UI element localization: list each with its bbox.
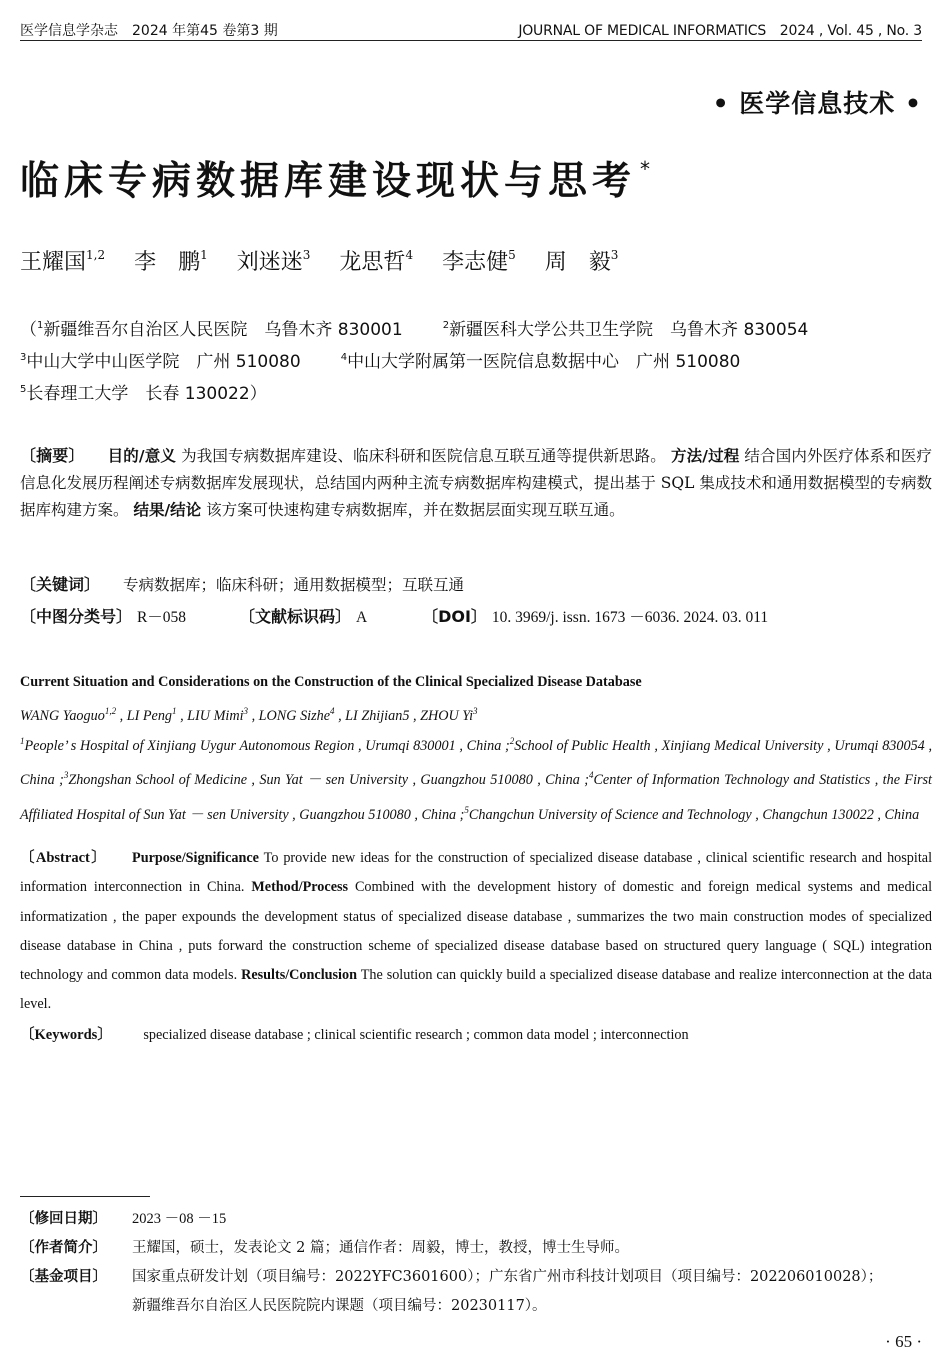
footnote-fund: 〔基金项目〕 国家重点研发计划（项目编号：2022YFC3601600）；广东省广州市科技计划项目（项目编号：202206010028）； xyxy=(20,1269,883,1285)
abstract-label: 〔摘要〕 xyxy=(20,446,85,465)
page-number: · 65 · xyxy=(885,1332,922,1351)
journal-name-cn: 医学信息学杂志 2024 年第45 卷第3 期 xyxy=(20,23,278,39)
footnote-fund-continued: 新疆维吾尔自治区人民医院院内课题（项目编号：20230117）。 xyxy=(132,1298,547,1314)
clc-value: R－058 xyxy=(136,609,187,626)
purpose-heading-en: Purpose/Significance xyxy=(132,850,259,866)
clc-label: 〔中图分类号〕 xyxy=(20,607,133,626)
keywords-label: 〔关键词〕 xyxy=(20,575,101,594)
purpose-text-en: To provide new ideas for the construction of specialized disease database , clinical scientific research and hospital information interconnection in China. xyxy=(20,850,933,896)
author: 李 鹏$^1$ xyxy=(134,248,208,275)
abstract-label-en: 〔Abstract〕 xyxy=(20,850,108,866)
english-title: Current Situation and Considerations on the Construction of the Clinical Specialized Disease Database xyxy=(20,674,642,690)
classification-line xyxy=(20,603,932,631)
english-affiliations: $^1$People’ s Hospital of Xinjiang Uygur Autonomous Region , Urumqi 830001 , China ;$^2$School of Public Health , Xinjiang Medical University , Urumqi 830054 , China ;$^3$Zhongshan School of Medicine , Sun Yat － sen University , Guangzhou 510080 , China ;$^4$Center of Information Technology and Statistics , the First Affiliated Hospital of Sun Yat － sen University , Guangzhou 510080 , China ;$^5$Changchun University of Science and Technology , Changchun 130022 , China xyxy=(20,736,932,823)
method-heading: 方法/过程 xyxy=(670,447,740,465)
doc-code-label: 〔文献标识码〕 xyxy=(238,607,351,626)
author: 龙思哲$^4$ xyxy=(339,248,414,275)
running-head xyxy=(20,18,922,41)
footnote-author: 〔作者简介〕 王耀国，硕士，发表论文 2 篇；通信作者：周毅，博士，教授，博士生导师。 xyxy=(20,1240,629,1256)
keywords-text: 专病数据库；临床科研；通用数据模型；互联互通 xyxy=(122,576,464,594)
title-footnote-mark: * xyxy=(640,157,656,181)
section-label: • 医学信息技术 • xyxy=(712,89,922,118)
affiliation-line: （$^1$新疆维吾尔自治区人民医院 乌鲁木齐 830001 $^2$新疆医科大学公共卫生学院 乌鲁木齐 830054 xyxy=(20,320,809,340)
result-heading-en: Results/Conclusion xyxy=(241,967,357,984)
abstract-en xyxy=(20,844,932,1020)
affiliation-line: $^5$长春理工大学 长春 130022） xyxy=(20,384,267,404)
author-list xyxy=(20,245,640,276)
author: ZHOU Yi$^3$ xyxy=(420,706,478,724)
abstract-cn xyxy=(20,442,932,524)
author: LIU Mimi$^3$ , xyxy=(187,706,259,724)
doc-code-value: A xyxy=(355,609,368,626)
footnote-revised: 〔修回日期〕 2023 －08 －15 xyxy=(20,1211,227,1227)
author: LONG Sizhe$^4$ , xyxy=(258,706,346,724)
doi-value: 10. 3969/j. issn. 1673 －6036. 2024. 03. 011 xyxy=(491,609,769,626)
journal-name-en: JOURNAL OF MEDICAL INFORMATICS 2024 , Vol. 45 , No. 3 xyxy=(518,23,922,39)
author: LI Zhijian5 , xyxy=(345,708,421,724)
title-text: 临床专病数据库建设现状与思考 xyxy=(20,159,637,204)
keywords-en xyxy=(20,1021,932,1050)
method-heading-en: Method/Process xyxy=(251,879,349,896)
purpose-text: 为我国专病数据库建设、临床科研和医院信息互联互通等提供新思路。 xyxy=(181,447,666,465)
keywords-cn xyxy=(20,571,932,599)
author: LI Peng$^1$ , xyxy=(126,706,188,724)
author: 刘迷迷$^3$ xyxy=(236,248,311,275)
result-text-en: The solution can quickly build a specialized disease database and realize interconnection at the data level. xyxy=(20,967,933,1013)
affiliation-line: $^3$中山大学中山医学院 广州 510080 $^4$中山大学附属第一医院信息数据中心 广州 510080 xyxy=(20,352,741,372)
keywords-text-en: specialized disease database ; clinical scientific research ; common data model ; interconnection xyxy=(143,1027,689,1043)
author: 李志健$^5$ xyxy=(442,248,516,275)
purpose-heading: 目的/意义 xyxy=(107,447,176,465)
author: 王耀国$^{1,2}$ xyxy=(20,248,106,275)
paper-title xyxy=(20,150,655,206)
author: 周 毅$^3$ xyxy=(544,248,619,275)
result-text: 该方案可快速构建专病数据库，并在数据层面实现互联互通。 xyxy=(206,501,625,519)
doi-label: 〔DOI〕 xyxy=(422,607,487,626)
author: WANG Yaoguo$^{1,2}$ , xyxy=(20,706,127,724)
result-heading: 结果/结论 xyxy=(133,501,202,519)
keywords-label-en: 〔Keywords〕 xyxy=(20,1027,112,1043)
method-text: 结合国内外医疗体系和医疗信息化发展历程阐述专病数据库发展现状，总结国内两种主流专病数据库构建模式，提出基于 SQL 集成技术和通用数据模型的专病数据库构建方案。 xyxy=(20,447,932,519)
method-text-en: Combined with the development history of domestic and foreign medical systems and medical informatization , the paper expounds the development status of specialized disease database , summarizes the two main construction modes of specialized disease database in China , puts forward the construction scheme of specialized disease database based on structured query language ( SQL) integration technology and common data models. xyxy=(20,879,933,984)
footnote-divider xyxy=(20,1196,150,1197)
